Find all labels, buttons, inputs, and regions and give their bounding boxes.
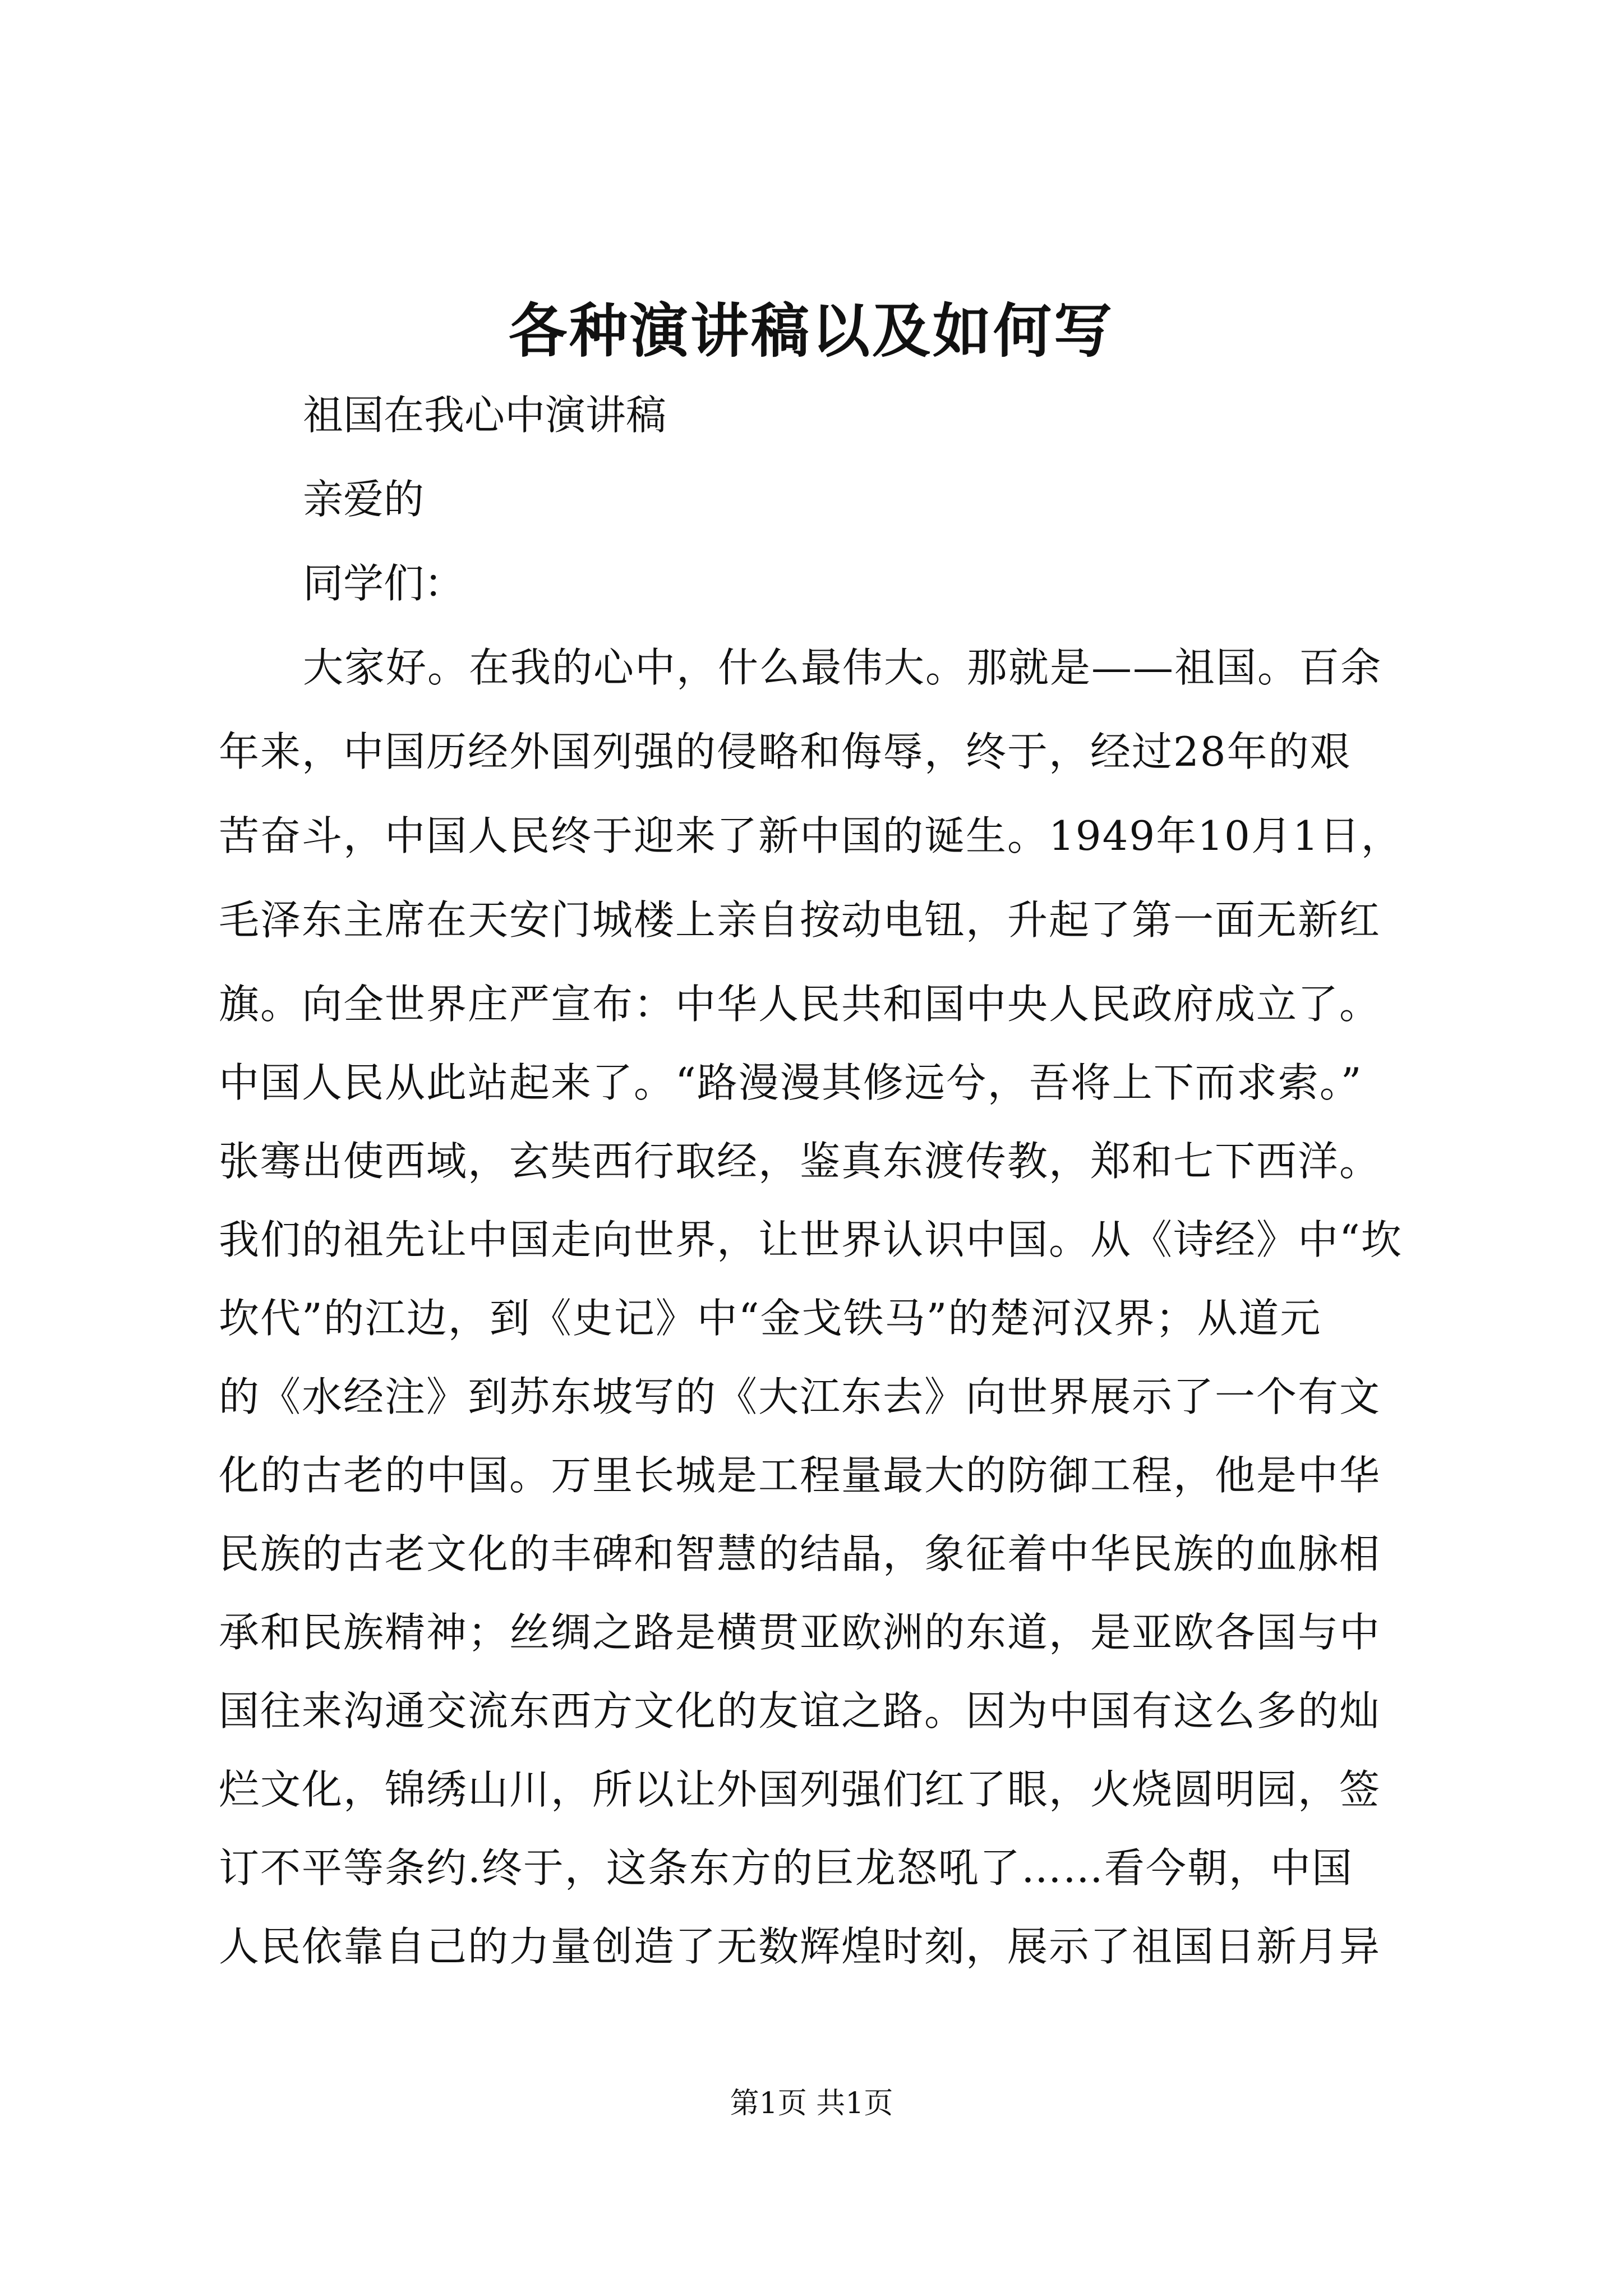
body-line: 承和民族精神；丝绸之路是横贯亚欧洲的东道，是亚欧各国与中	[219, 1609, 1381, 1656]
body-line: 坎代”的江边，到《史记》中“金戈铁马”的楚河汉界；从道元	[219, 1295, 1322, 1342]
document-title: 各种演讲稿以及如何写	[508, 296, 1114, 365]
body-line: 的《水经注》到苏东坡写的《大江东去》向世界展示了一个有文	[219, 1373, 1381, 1420]
body-line: 化的古老的中国。万里长城是工程量最大的防御工程，他是中华	[219, 1452, 1381, 1499]
body-line: 年来，中国历经外国列强的侵略和侮辱，终于，经过28年的艰	[219, 728, 1352, 775]
page-footer: 第1页 共1页	[730, 2087, 893, 2120]
salutation-line-1: 亲爱的	[303, 476, 425, 523]
body-line: 民族的古老文化的丰碑和智慧的结晶，象征着中华民族的血脉相	[219, 1530, 1381, 1577]
body-line: 张骞出使西域，玄奘西行取经，鉴真东渡传教，郑和七下西洋。	[219, 1138, 1381, 1185]
body-line: 毛泽东主席在天安门城楼上亲自按动电钮，升起了第一面无新红	[219, 896, 1381, 944]
body-line: 大家好。在我的心中，什么最伟大。那就是——祖国。百余	[303, 644, 1382, 691]
salutation-line-2: 同学们：	[303, 560, 465, 607]
speech-subtitle: 祖国在我心中演讲稿	[303, 392, 667, 439]
body-line: 苦奋斗，中国人民终于迎来了新中国的诞生。1949年10月1日，	[219, 812, 1403, 859]
body-line: 国往来沟通交流东西方文化的友谊之路。因为中国有这么多的灿	[219, 1687, 1381, 1734]
body-line: 旗。向全世界庄严宣布：中华人民共和国中央人民政府成立了。	[219, 981, 1381, 1028]
body-line: 我们的祖先让中国走向世界，让世界认识中国。从《诗经》中“坎	[219, 1216, 1403, 1263]
body-line: 中国人民从此站起来了。“路漫漫其修远兮，吾将上下而求索。”	[219, 1059, 1363, 1106]
body-line: 人民依靠自己的力量创造了无数辉煌时刻，展示了祖国日新月异	[219, 1923, 1381, 1970]
body-line: 烂文化，锦绣山川，所以让外国列强们红了眼，火烧圆明园，签	[219, 1766, 1381, 1813]
body-line: 订不平等条约.终于，这条东方的巨龙怒吼了……看今朝，中国	[219, 1844, 1353, 1892]
